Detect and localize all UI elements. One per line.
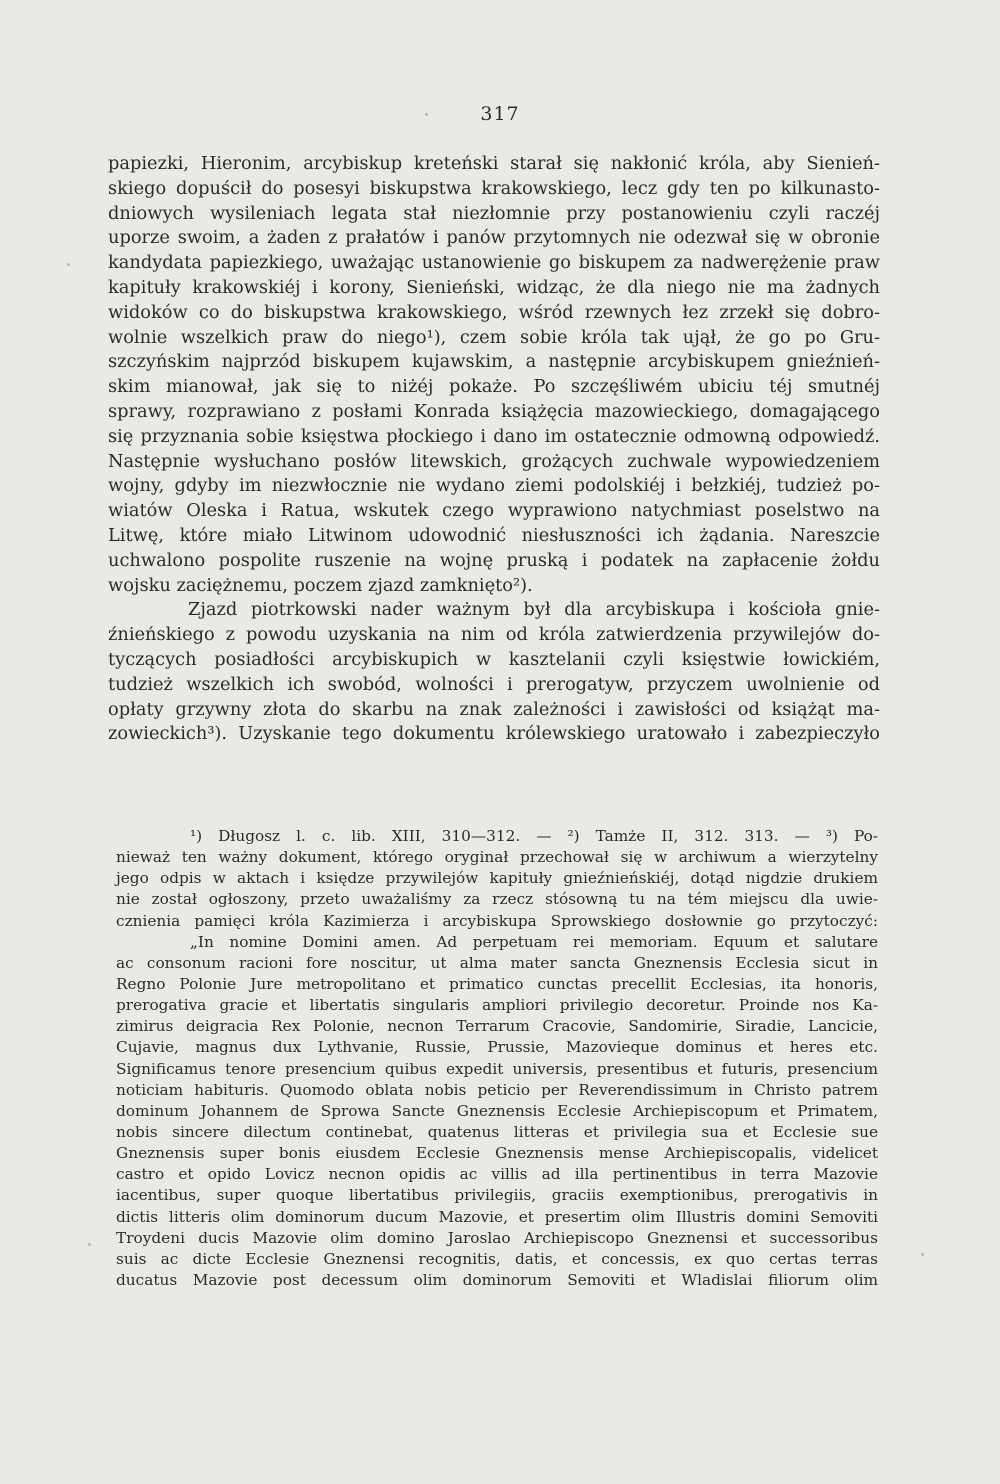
footnote-line: „In nomine Domini amen. Ad perpetuam rei memoriam. Equum et salutare [190,932,878,951]
paragraph-start-line: Zjazd piotrkowski nader ważnym był dla arcybiskupa i kościoła gnie- [188,599,880,621]
footnote-line: zimirus deigracia Rex Polonie, necnon Terrarum Cracovie, Sandomirie, Siradie, Lancicie, [116,1017,878,1036]
footnote-line: noticiam habituris. Quomodo oblata nobis peticio per Reverendissimum in Christo patrem [116,1080,878,1099]
body-line: skiego dopuścił do posesyi biskupstwa krakowskiego, lecz gdy ten po kilkunasto- [108,177,880,199]
body-line: widoków co do biskupstwa krakowskiego, wśród rzewnych łez zrzekł się dobro- [108,301,880,323]
body-line: Litwę, które miało Litwinom udowodnić niesłuszności ich żądania. Nareszcie [108,524,880,546]
footnote-line: Regno Polonie Jure metropolitano et primatico cunctas precellit Ecclesias, ita honoris, [116,974,878,993]
page-number: 317 [480,103,520,125]
footnote-line: Significamus tenore presencium quibus expedit universis, presentibus et futuris, presencium [116,1059,878,1078]
body-line: się przyznania sobie księstwa płockiego i dano im ostatecznie odmowną odpowiedź. [108,425,880,447]
footnote-line: suis ac dicte Ecclesie Gneznensi recognitis, datis, et concessis, ex quo certas terras [116,1249,878,1268]
body-line: wojny, gdyby im niezwłocznie nie wydano ziemi podolskiéj i bełzkiéj, tudzież po- [108,475,880,497]
body-line: tyczących posiadłości arcybiskupich w kasztelanii czyli księstwie łowickiém, [108,648,880,670]
paper-speck [88,1243,91,1246]
body-line: dniowych wysileniach legata stał niezłomnie przy postanowieniu czyli raczéj [108,202,880,224]
body-line: wolnie wszelkich praw do niego¹), czem sobie króla tak ujął, że go po Gru- [108,326,880,348]
footnote-line: Troydeni ducis Mazovie olim domino Jaroslao Archiepiscopo Gneznensi et successoribus [116,1228,878,1247]
footnote-line: castro et opido Lovicz necnon opidis ac villis ad illa pertinentibus in terra Mazovie [116,1165,878,1184]
footnote-line: prerogativa gracie et libertatis singularis ampliori privilegio decoretur. Proinde nos Ka- [116,996,878,1015]
footnote-line: ¹) Długosz l. c. lib. XIII, 310—312. — ²) Tamże II, 312. 313. — ³) Po- [190,827,878,845]
main-text [108,152,880,747]
footnote-line: nobis sincere dilectum continebat, quatenus litteras et privilegia sua et Ecclesie sue [116,1122,878,1141]
footnote-line: Cujavie, magnus dux Lythvanie, Russie, Prussie, Mazovieque dominus et heres etc. [116,1038,878,1057]
body-line: uchwalono pospolite ruszenie na wojnę pruską i podatek na zapłacenie żołdu [108,549,880,571]
body-line: papiezki, Hieronim, arcybiskup kreteński starał się nakłonić króla, aby Sienień- [108,153,880,174]
body-line: wojsku zaciężnemu, poczem zjazd zamknięto²). [108,574,533,596]
footnote-line: ducatus Mazovie post decessum olim dominorum Semoviti et Wladislai filiorum olim [116,1270,878,1289]
paper-speck [921,1253,924,1256]
footnote-line: nieważ ten ważny dokument, którego oryginał przechował się w archiwum a wierzytelny [116,848,878,867]
footnote-line: Gneznensis super bonis eiusdem Ecclesie Gneznensis mense Archiepiscopalis, videlicet [116,1144,878,1163]
body-line: kandydata papiezkiego, uważając ustanowienie go biskupem za nadwerężenie praw [108,252,880,274]
footnote-line: cznienia pamięci króla Kazimierza i arcybiskupa Sprowskiego dosłownie go przytoczyć: [116,911,878,930]
footnote-line: dominum Johannem de Sprowa Sancte Gneznensis Ecclesie Archiepiscopum et Primatem, [116,1101,878,1120]
body-line: kapituły krakowskiéj i korony, Sienieński, widząc, że dla niego nie ma żadnych [108,276,880,298]
body-line: wiatów Oleska i Ratua, wskutek czego wyprawiono natychmiast poselstwo na [108,500,880,522]
footnote-line: ac consonum racioni fore noscitur, ut alma mater sancta Gneznensis Ecclesia sicut in [116,953,878,972]
footnote-line: jego odpis w aktach i księdze przywilejów kapituły gnieźnieńskiéj, dotąd nigdzie drukiem [116,869,878,888]
footnotes [116,826,878,1291]
footnote-line: nie został ogłoszony, przeto uważaliśmy za rzecz stósowną tu na tém miejscu dla uwie- [116,890,878,909]
footnote-line: iacentibus, super quoque libertatibus privilegiis, graciis exemptionibus, prerogativis in [116,1186,878,1205]
paper-speck [67,263,70,266]
body-line: sprawy, rozprawiano z posłami Konrada książęcia mazowieckiego, domagającego [108,400,880,422]
body-line: zowieckich³). Uzyskanie tego dokumentu królewskiego uratowało i zabezpieczyło [108,723,880,745]
body-line: Następnie wysłuchano posłów litewskich, grożących zuchwale wypowiedzeniem [108,450,880,472]
body-line: uporze swoim, a żaden z prałatów i panów przytomnych nie odezwał się w obronie [108,227,880,249]
body-line: skim mianował, jak się to niżéj pokaże. Po szczęśliwém ubiciu téj smutnéj [108,376,880,398]
body-line: tudzież wszelkich ich swobód, wolności i prerogatyw, przyczem uwolnienie od [108,673,880,695]
body-line: szczyńskim najprzód biskupem kujawskim, a następnie arcybiskupem gnieźnień- [108,351,880,373]
body-line: opłaty grzywny złota do skarbu na znak zależności i zawisłości od książąt ma- [108,698,880,720]
body-line: źnieńskiego z powodu uzyskania na nim od króla zatwierdzenia przywilejów do- [108,624,880,646]
footnote-line: dictis litteris olim dominorum ducum Mazovie, et presertim olim Illustris domini Semoviti [116,1207,878,1226]
paper-speck [425,113,428,116]
